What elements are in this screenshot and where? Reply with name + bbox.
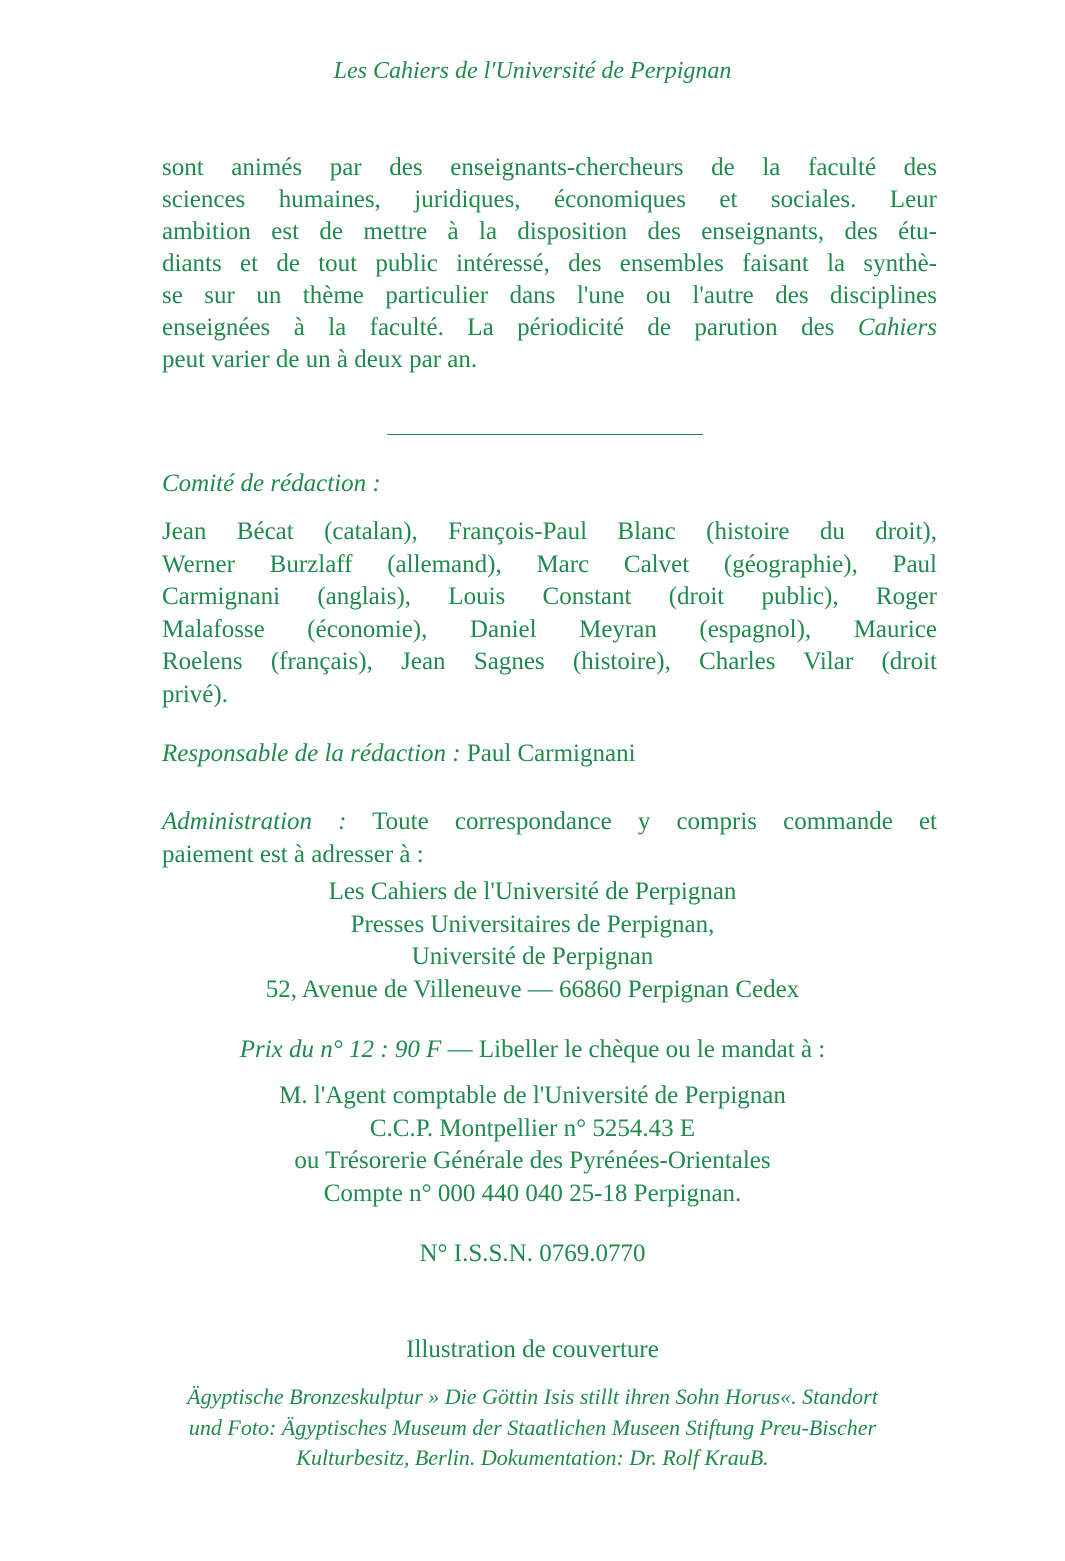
comite-label: Comité de rédaction : <box>162 470 381 497</box>
intro-line: se sur un thème particulier dans l'une ou l'autre des disciplines <box>162 282 937 309</box>
payee-line: ou Trésorerie Générale des Pyrénées-Orientales <box>294 1147 771 1174</box>
administration-label: Administration : <box>162 808 347 835</box>
intro-line: ambition est de mettre à la disposition des enseignants, des étu- <box>162 218 937 245</box>
payee-line: C.C.P. Montpellier n° 5254.43 E <box>369 1114 696 1142</box>
administration-line: paiement est à adresser à : <box>162 840 424 868</box>
member-line: Jean Bécat (catalan), François-Paul Blanc (histoire du droit), <box>162 518 937 545</box>
administration-text: Toute correspondance y compris commande et <box>372 808 937 835</box>
payee-line: Compte n° 000 440 040 25-18 Perpignan. <box>323 1179 742 1207</box>
member-line: privé). <box>162 680 228 708</box>
intro-line: sont animés par des enseignants-chercheurs de la faculté des <box>162 154 937 181</box>
caption-line: und Foto: Ägyptisches Museum der Staatlichen Museen Stiftung Preu-Bischer <box>188 1414 877 1440</box>
prix-text: — Libeller le chèque ou le mandat à : <box>447 1036 826 1063</box>
payee-line: M. l'Agent comptable de l'Université de Perpignan <box>279 1082 786 1109</box>
address-line: 52, Avenue de Villeneuve — 66860 Perpignan Cedex <box>265 975 800 1003</box>
responsable-label: Responsable de la rédaction : <box>162 740 461 767</box>
administration-block <box>162 806 937 871</box>
member-line: Roelens (français), Jean Sagnes (histoire), Charles Vilar (droit <box>162 648 937 675</box>
issn: N° I.S.S.N. 0769.0770 <box>419 1240 646 1267</box>
prix-line <box>0 1036 1065 1064</box>
illustration-caption <box>0 1382 1065 1474</box>
member-line: Malafosse (économie), Daniel Meyran (espagnol), Maurice <box>162 615 937 643</box>
intro-line: peut varier de un à deux par an. <box>162 346 478 373</box>
address-line: Les Cahiers de l'Université de Perpignan <box>328 878 737 905</box>
intro-line: sciences humaines, juridiques, économiques et sociales. Leur <box>162 186 937 213</box>
comite-members <box>162 516 937 711</box>
intro-line: diants et de tout public intéressé, des ensembles faisant la synthè- <box>162 250 937 277</box>
responsable-name: Paul Carmignani <box>466 740 636 767</box>
intro-line <box>162 312 937 344</box>
running-header: Les Cahiers de l'Université de Perpignan <box>333 58 732 84</box>
caption-line: Kulturbesitz, Berlin. Dokumentation: Dr. Rolf KrauB. <box>296 1445 769 1470</box>
caption-line: Ägyptische Bronzeskulptur » Die Göttin Isis stillt ihren Sohn Horus«. Standort <box>187 1384 878 1409</box>
section-divider <box>387 434 703 435</box>
responsable-line <box>162 740 636 768</box>
administration-line <box>162 806 937 839</box>
cahiers-italic: Cahiers <box>857 314 937 341</box>
intro-line-text: enseignées à la faculté. La périodicité de parution des <box>162 314 858 341</box>
prix-label: Prix du n° 12 : 90 F <box>239 1036 442 1063</box>
address-block <box>0 876 1065 1006</box>
address-line: Université de Perpignan <box>411 943 654 970</box>
address-line: Presses Universitaires de Perpignan, <box>350 910 715 938</box>
member-line: Werner Burzlaff (allemand), Marc Calvet (géographie), Paul <box>162 550 937 578</box>
payee-block <box>0 1080 1065 1210</box>
intro-paragraph <box>162 152 937 376</box>
illustration-title: Illustration de couverture <box>406 1336 659 1363</box>
member-line: Carmignani (anglais), Louis Constant (droit public), Roger <box>162 583 937 610</box>
